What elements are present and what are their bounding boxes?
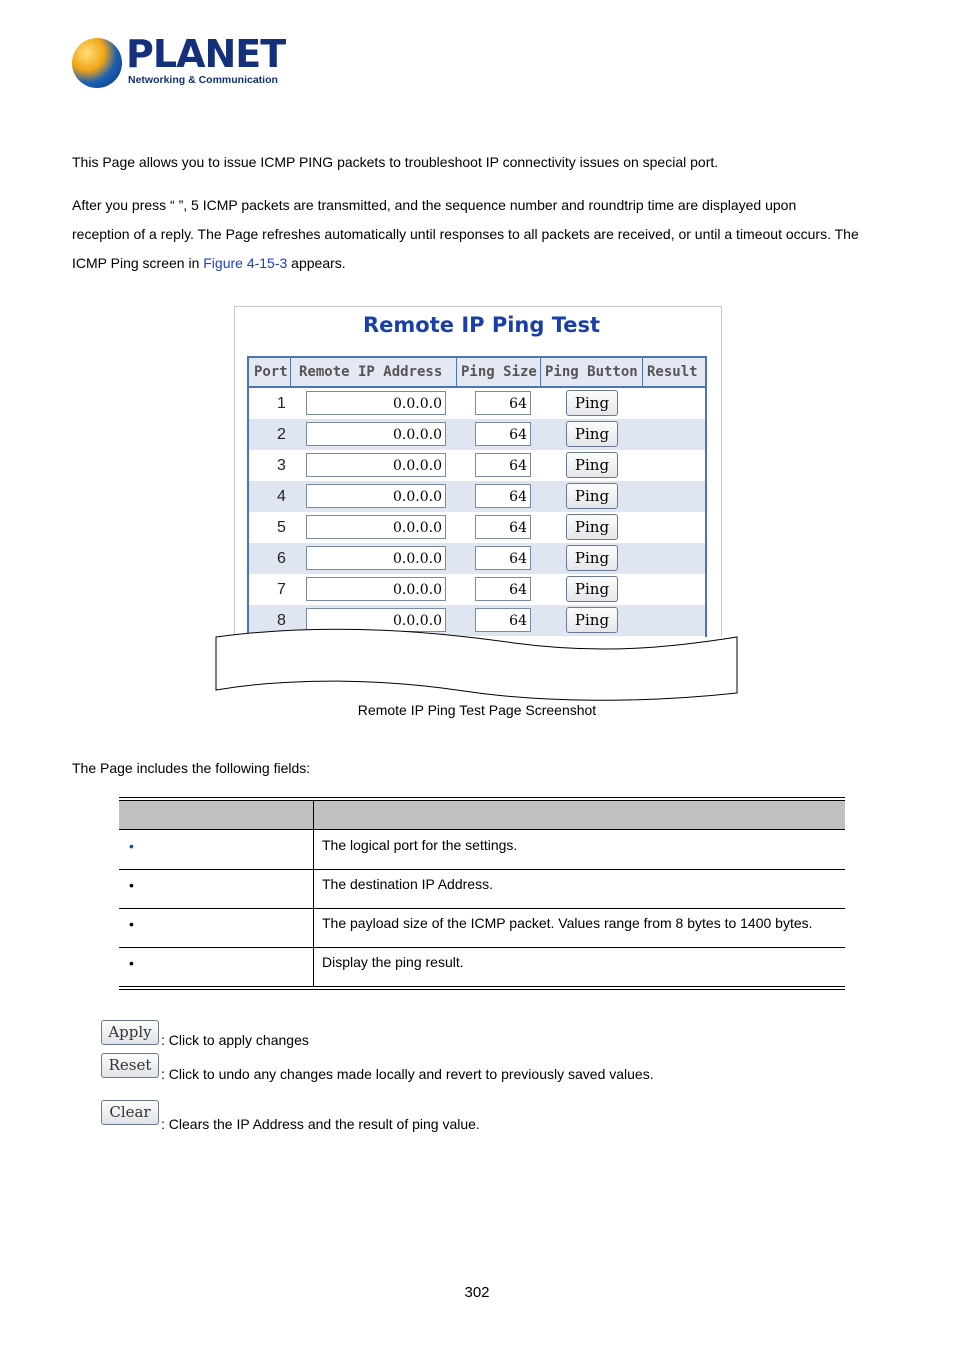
header-divider xyxy=(642,358,643,386)
intro-paragraph-2-line-2: reception of a reply. The Page refreshes automatically until responses to all packets are received, or until a timeout occurs. The xyxy=(72,226,859,242)
reset-button[interactable]: Reset xyxy=(101,1053,159,1078)
ping-row xyxy=(249,543,705,574)
ping-size-input[interactable]: 64 xyxy=(475,484,531,508)
header-port: Port xyxy=(254,364,288,380)
planet-logo xyxy=(72,32,286,90)
port-number: 7 xyxy=(277,581,286,598)
logo-brand: PLANET xyxy=(126,32,286,76)
ping-button[interactable]: Ping xyxy=(566,421,618,447)
header-divider xyxy=(456,358,457,386)
field-description: Display the ping result. xyxy=(322,954,464,970)
ping-button[interactable]: Ping xyxy=(566,576,618,602)
table-row xyxy=(119,830,845,870)
table-row xyxy=(119,908,845,948)
bullet: • xyxy=(129,916,134,932)
ping-test-screenshot xyxy=(234,306,722,637)
intro-paragraph-2-line-1: After you press “ ”, 5 ICMP packets are transmitted, and the sequence number and roundtrip time are displayed upon xyxy=(72,197,797,213)
ping-size-input[interactable]: 64 xyxy=(475,577,531,601)
field-description: The logical port for the settings. xyxy=(322,837,518,853)
intro-paragraph-1: This Page allows you to issue ICMP PING packets to troubleshoot IP connectivity issues on special port. xyxy=(72,154,719,170)
fields-table xyxy=(119,797,845,990)
ping-row xyxy=(249,450,705,481)
ping-table xyxy=(247,356,707,637)
apply-description: : Click to apply changes xyxy=(161,1032,309,1048)
ping-button[interactable]: Ping xyxy=(566,452,618,478)
remote-ip-input[interactable]: 0.0.0.0 xyxy=(306,515,446,539)
header-divider xyxy=(290,358,291,386)
intro-paragraph-2-line-3 xyxy=(72,254,346,272)
remote-ip-input[interactable]: 0.0.0.0 xyxy=(306,391,446,415)
apply-button[interactable]: Apply xyxy=(101,1020,159,1045)
header-ping-size: Ping Size xyxy=(461,364,537,380)
globe-icon xyxy=(72,38,122,88)
field-description: The destination IP Address. xyxy=(322,876,493,892)
header-divider xyxy=(540,358,541,386)
ping-size-input[interactable]: 64 xyxy=(475,608,531,632)
bullet: • xyxy=(129,838,134,854)
ping-size-input[interactable]: 64 xyxy=(475,391,531,415)
ping-row xyxy=(249,419,705,450)
intro-text: ICMP Ping screen in xyxy=(72,255,204,271)
table-bottom-rule xyxy=(119,986,845,990)
ping-size-input[interactable]: 64 xyxy=(475,422,531,446)
figure-caption: Remote IP Ping Test Page Screenshot xyxy=(357,702,597,718)
ping-row xyxy=(249,481,705,512)
clear-button[interactable]: Clear xyxy=(101,1100,159,1125)
remote-ip-input[interactable]: 0.0.0.0 xyxy=(306,453,446,477)
ping-row xyxy=(249,574,705,605)
torn-edge-shape xyxy=(214,625,739,705)
remote-ip-input[interactable]: 0.0.0.0 xyxy=(306,546,446,570)
remote-ip-input[interactable]: 0.0.0.0 xyxy=(306,577,446,601)
ping-row xyxy=(249,512,705,543)
bullet: • xyxy=(129,877,134,893)
port-number: 1 xyxy=(277,395,286,412)
field-description: The payload size of the ICMP packet. Values range from 8 bytes to 1400 bytes. xyxy=(322,915,813,931)
remote-ip-input[interactable]: 0.0.0.0 xyxy=(306,608,446,632)
bullet: • xyxy=(129,955,134,971)
ping-button[interactable]: Ping xyxy=(566,483,618,509)
figure-link[interactable]: Figure 4-15-3 xyxy=(203,255,288,271)
header-result: Result xyxy=(647,364,698,380)
port-number: 4 xyxy=(277,488,286,505)
ping-size-input[interactable]: 64 xyxy=(475,515,531,539)
screenshot-title: Remote IP Ping Test xyxy=(363,313,601,337)
reset-description: : Click to undo any changes made locally and revert to previously saved values. xyxy=(161,1066,654,1082)
page-number: 302 xyxy=(464,1284,490,1301)
header-ping-button: Ping Button xyxy=(545,364,638,380)
table-column-divider xyxy=(313,801,314,986)
ping-button[interactable]: Ping xyxy=(566,390,618,416)
table-header-row xyxy=(119,801,845,830)
port-number: 5 xyxy=(277,519,286,536)
port-number: 3 xyxy=(277,457,286,474)
ping-button[interactable]: Ping xyxy=(566,514,618,540)
remote-ip-input[interactable]: 0.0.0.0 xyxy=(306,484,446,508)
ping-size-input[interactable]: 64 xyxy=(475,546,531,570)
intro-text: appears. xyxy=(287,255,346,271)
clear-description: : Clears the IP Address and the result of ping value. xyxy=(161,1116,480,1132)
ping-button[interactable]: Ping xyxy=(566,545,618,571)
ping-size-input[interactable]: 64 xyxy=(475,453,531,477)
fields-intro: The Page includes the following fields: xyxy=(72,760,311,776)
ping-button[interactable]: Ping xyxy=(566,607,618,633)
table-row xyxy=(119,869,845,909)
port-number: 2 xyxy=(277,426,286,443)
port-number: 6 xyxy=(277,550,286,567)
header-remote-ip: Remote IP Address xyxy=(299,364,443,380)
table-row xyxy=(119,947,845,986)
remote-ip-input[interactable]: 0.0.0.0 xyxy=(306,422,446,446)
ping-table-header xyxy=(249,358,705,388)
logo-tagline: Networking & Communication xyxy=(128,74,278,86)
ping-row xyxy=(249,388,705,419)
port-number: 8 xyxy=(277,612,286,629)
